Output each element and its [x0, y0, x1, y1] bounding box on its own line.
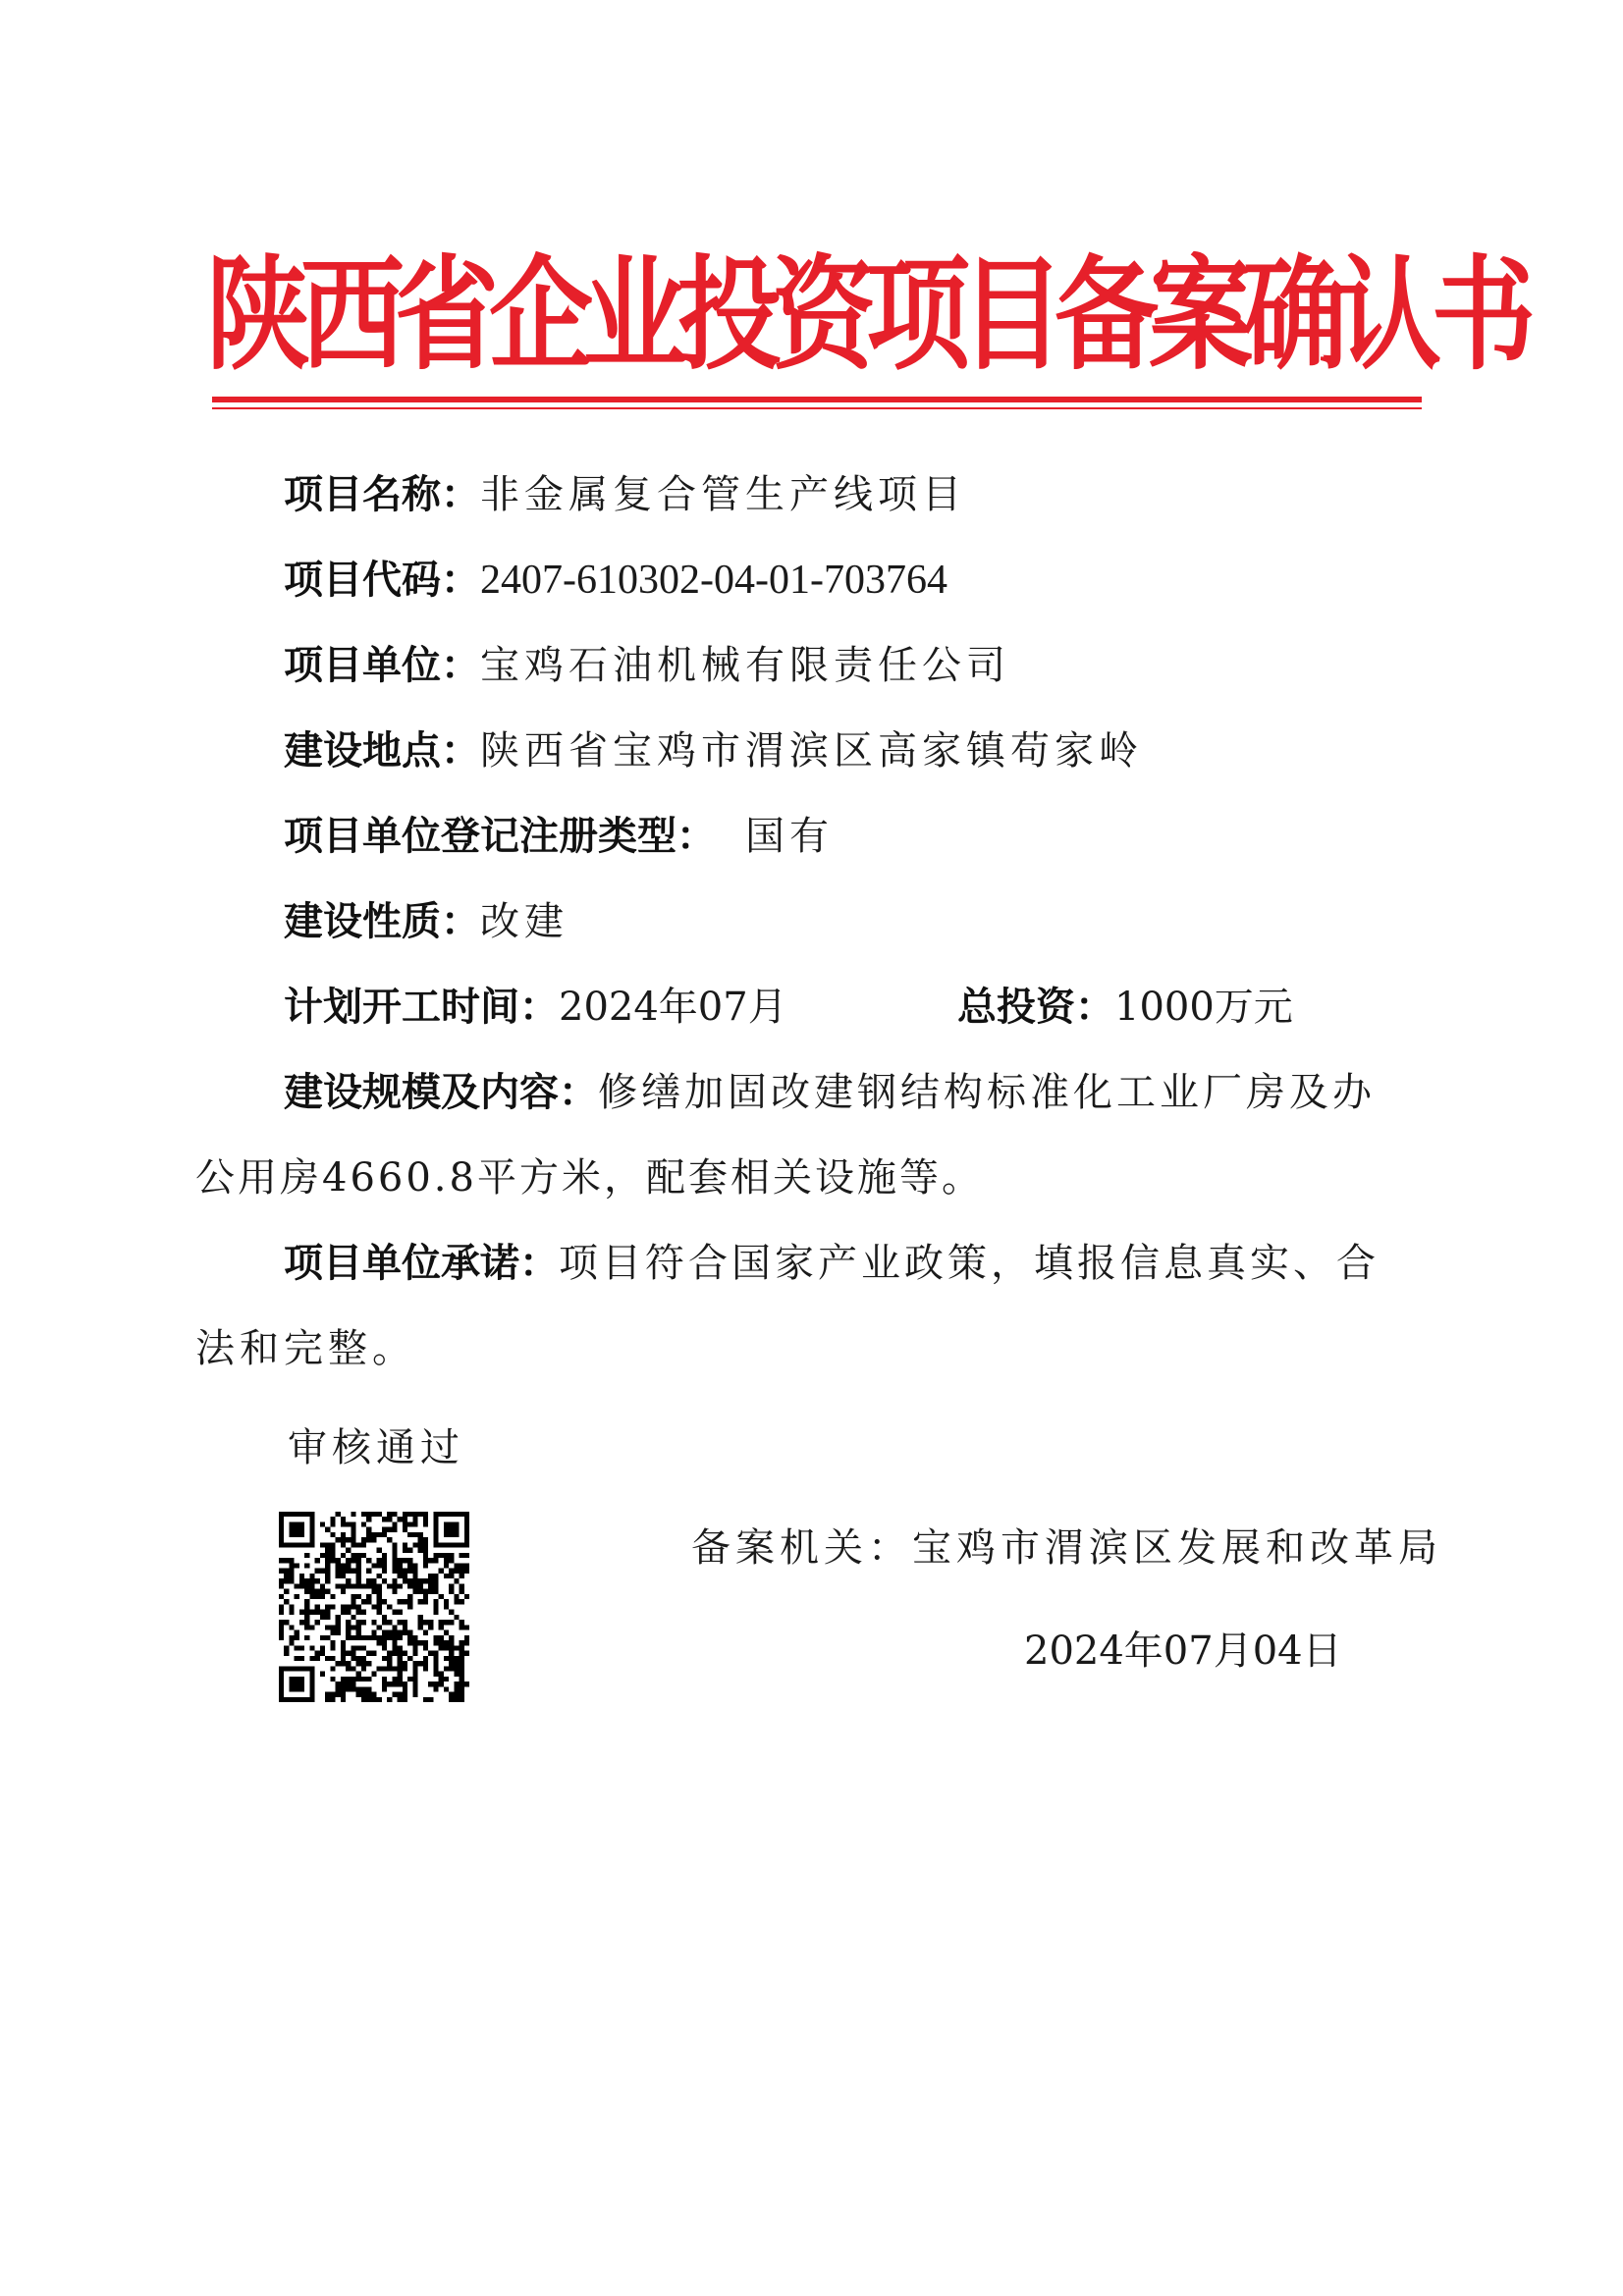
project-name-label: 项目名称：: [284, 472, 480, 517]
title-rule-thick: [212, 397, 1422, 402]
registration-type-label: 项目单位登记注册类型：: [284, 814, 716, 859]
total-investment-row: [957, 980, 1293, 1035]
total-investment-value: 1000万元: [1114, 985, 1293, 1030]
start-time-value: 2024年07月: [559, 985, 787, 1030]
commitment-value-line1: 项目符合国家产业政策，填报信息真实、合: [559, 1241, 1380, 1286]
commitment-value-line2: 法和完整。: [195, 1326, 416, 1371]
start-time-label: 计划开工时间：: [284, 985, 559, 1030]
qr-code-icon: [279, 1512, 469, 1702]
scale-label: 建设规模及内容：: [284, 1070, 598, 1115]
approval-status-text: 审核通过: [288, 1425, 464, 1470]
project-unit-value: 宝鸡石油机械有限责任公司: [480, 643, 1010, 688]
filing-date: 2024年07月04日: [1024, 1629, 1342, 1674]
construction-nature-value: 改建: [480, 899, 568, 944]
filing-authority-row: [691, 1521, 1442, 1575]
location-row: [284, 723, 1143, 778]
start-time-row: [284, 980, 787, 1035]
project-code-label: 项目代码：: [284, 558, 480, 603]
commitment-row: [284, 1236, 1380, 1291]
scale-value-line2: 公用房4660.8平方米，配套相关设施等。: [195, 1155, 984, 1201]
filing-date-row: [1024, 1624, 1342, 1679]
scale-continuation-row: [195, 1150, 984, 1205]
project-unit-row: [284, 638, 1010, 693]
title-rule-thin: [212, 407, 1422, 409]
location-label: 建设地点：: [284, 728, 480, 774]
scale-value-line1: 修缮加固改建钢结构标准化工业厂房及办: [598, 1070, 1376, 1115]
filing-authority-value: 宝鸡市渭滨区发展和改革局: [912, 1525, 1442, 1571]
registration-type-row: [284, 809, 834, 864]
construction-nature-label: 建设性质：: [284, 899, 480, 944]
project-name-value: 非金属复合管生产线项目: [480, 472, 966, 517]
registration-type-value: 国有: [745, 814, 834, 859]
project-code-value: 2407-610302-04-01-703764: [480, 558, 947, 603]
filing-authority-label: 备案机关：: [691, 1525, 912, 1571]
project-unit-label: 项目单位：: [284, 643, 480, 688]
total-investment-label: 总投资：: [957, 985, 1114, 1030]
construction-nature-row: [284, 894, 568, 949]
approval-status: [288, 1420, 464, 1475]
project-code-row: [284, 553, 947, 608]
project-name-row: [284, 467, 966, 522]
scale-row: [284, 1065, 1376, 1120]
document-title: 陕西省企业投资项目备案确认书: [206, 241, 1526, 387]
location-value: 陕西省宝鸡市渭滨区高家镇苟家岭: [480, 728, 1143, 774]
commitment-continuation-row: [195, 1321, 416, 1376]
commitment-label: 项目单位承诺：: [284, 1241, 559, 1286]
